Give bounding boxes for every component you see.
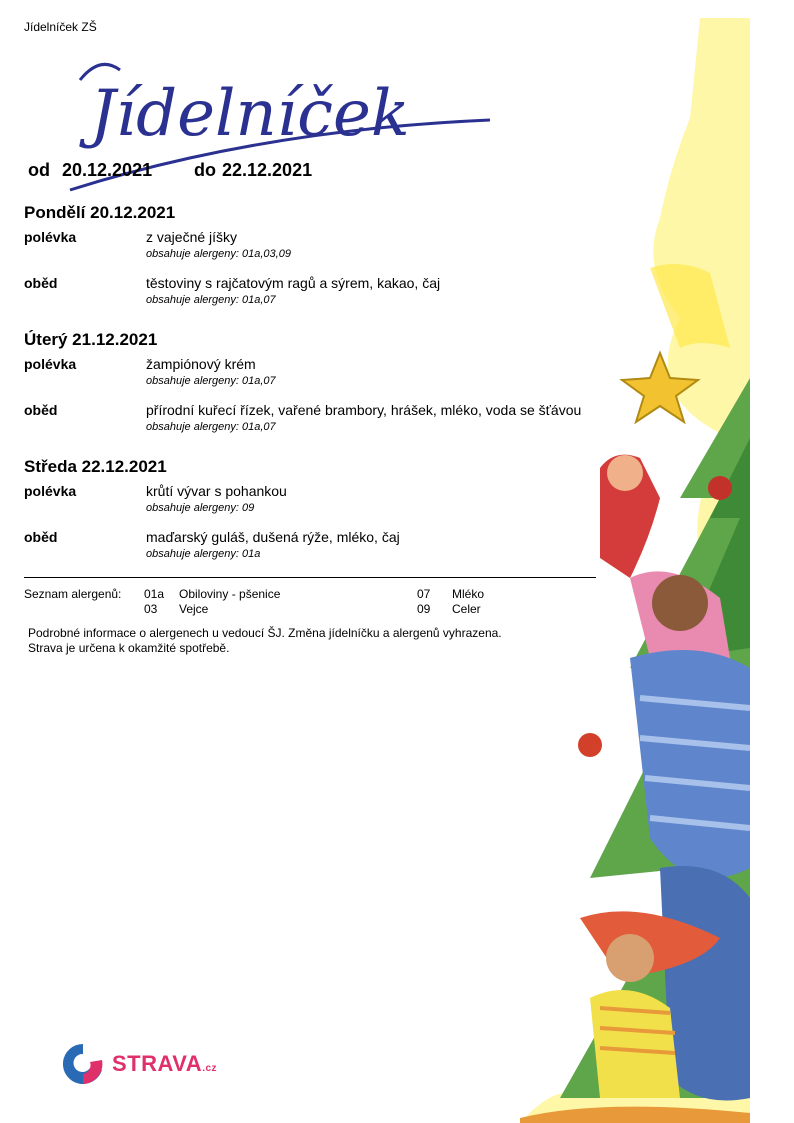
meal-description: žampiónový krém xyxy=(146,356,256,372)
date-from-label: od xyxy=(28,160,50,180)
allergen-item xyxy=(417,602,481,616)
script-title-text: Jídelníček xyxy=(90,77,410,151)
footer-note-line: Strava je určena k okamžité spotřebě. xyxy=(28,641,230,655)
meal-label: polévka xyxy=(24,483,77,499)
day-title: Pondělí 20.12.2021 xyxy=(24,203,176,222)
meal-label: oběd xyxy=(24,402,58,418)
allergen-code: 03 xyxy=(144,602,158,616)
meal-allergens: obsahuje alergeny: 01a,07 xyxy=(146,375,276,387)
allergen-divider xyxy=(24,577,596,578)
date-to: 22.12.2021 xyxy=(222,160,313,180)
meal-description: přírodní kuřecí řízek, vařené brambory, hrášek, mléko, voda se šťávou xyxy=(146,402,582,418)
meal-label: oběd xyxy=(24,275,58,291)
page-label: Jídelníček ZŠ xyxy=(24,20,97,34)
allergen-item xyxy=(417,587,484,601)
meal-allergens: obsahuje alergeny: 01a,07 xyxy=(146,421,276,433)
christmas-tree-illustration xyxy=(520,18,750,1123)
allergen-name: Celer xyxy=(452,602,481,616)
allergen-name: Mléko xyxy=(452,587,485,601)
allergen-code: 07 xyxy=(417,587,431,601)
allergen-name: Vejce xyxy=(179,602,209,616)
footer-note-line: Podrobné informace o alergenech u vedoucí ŠJ. Změna jídelníčku a alergenů vyhrazena. xyxy=(28,626,502,640)
allergen-code: 09 xyxy=(417,602,431,616)
meal-description: z vaječné jíšky xyxy=(146,229,238,245)
strava-logo-text: STRAVA.cz xyxy=(112,1051,218,1076)
meal-label: polévka xyxy=(24,356,77,372)
date-range xyxy=(28,160,312,181)
meal-allergens: obsahuje alergeny: 01a,07 xyxy=(146,294,276,306)
meal-allergens: obsahuje alergeny: 01a,03,09 xyxy=(146,248,291,260)
meal-label: oběd xyxy=(24,529,58,545)
allergen-item xyxy=(144,602,208,616)
meal-description: těstoviny s rajčatovým ragů a sýrem, kakao, čaj xyxy=(146,275,441,291)
meal-allergens: obsahuje alergeny: 09 xyxy=(146,502,255,514)
day-title: Úterý 21.12.2021 xyxy=(24,330,158,349)
date-from: 20.12.2021 xyxy=(62,160,153,180)
allergen-code: 01a xyxy=(144,587,165,601)
strava-logo-icon xyxy=(60,1040,106,1088)
date-to-label: do xyxy=(194,160,216,180)
meal-description: krůtí vývar s pohankou xyxy=(146,483,287,499)
meal-description: maďarský guláš, dušená rýže, mléko, čaj xyxy=(146,529,400,545)
meal-allergens: obsahuje alergeny: 01a xyxy=(146,548,261,560)
footer-note xyxy=(28,626,502,656)
allergen-list-label: Seznam alergenů: xyxy=(24,587,122,601)
strava-logo xyxy=(60,1040,217,1088)
meal-label: polévka xyxy=(24,229,77,245)
allergen-item xyxy=(144,587,280,601)
allergen-name: Obiloviny - pšenice xyxy=(179,587,281,601)
day-title: Středa 22.12.2021 xyxy=(24,457,167,476)
